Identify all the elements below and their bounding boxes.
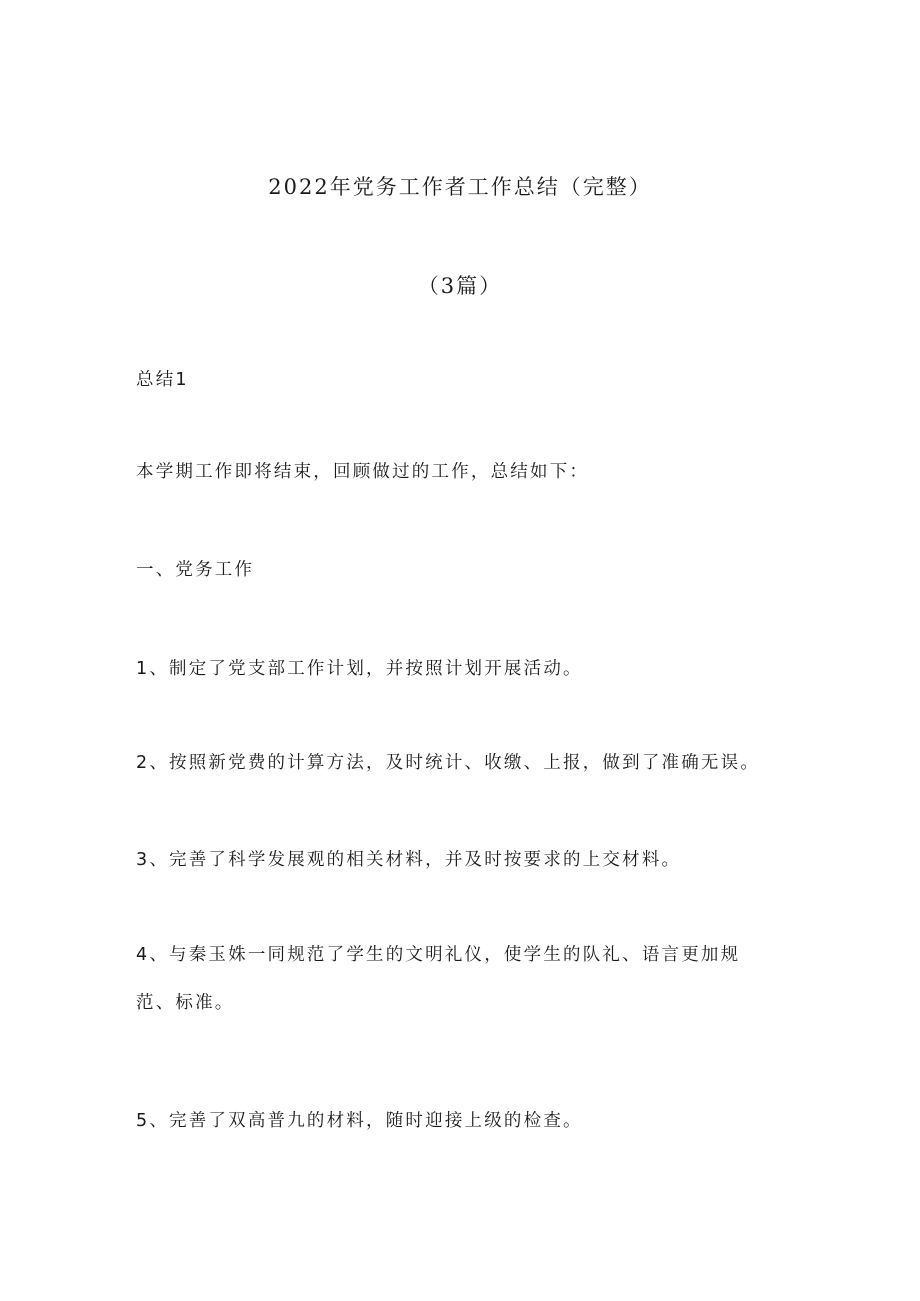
document-title-count: （3篇） — [417, 274, 503, 298]
document-title: 2022年党务工作者工作总结（完整） — [268, 175, 652, 199]
list-item: 4、与秦玉姝一同规范了学生的文明礼仪，使学生的队礼、语言更加规范、标准。 — [136, 945, 741, 1013]
list-item: 1、制定了党支部工作计划，并按照计划开展活动。 — [136, 659, 583, 679]
section-heading: 总结1 — [136, 370, 189, 390]
list-item: 3、完善了科学发展观的相关材料，并及时按要求的上交材料。 — [136, 850, 682, 870]
intro-paragraph: 本学期工作即将结束，回顾做过的工作，总结如下： — [136, 462, 590, 482]
list-item: 5、完善了双高普九的材料，随时迎接上级的检查。 — [136, 1111, 583, 1131]
subheading: 一、党务工作 — [136, 560, 255, 580]
list-item: 2、按照新党费的计算方法，及时统计、收缴、上报，做到了准确无误。 — [136, 753, 761, 773]
